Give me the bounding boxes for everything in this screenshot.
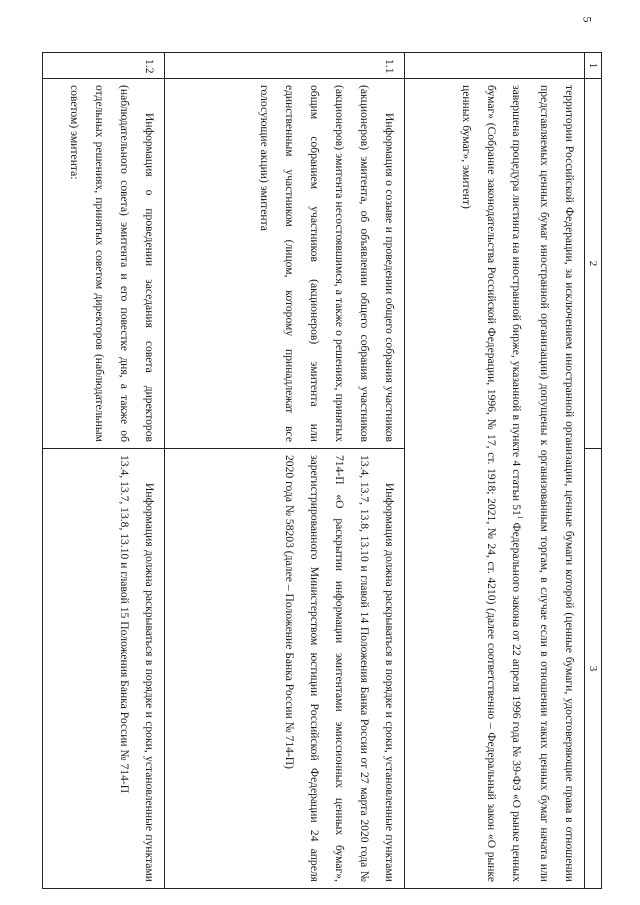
rotated-table-wrapper	[54, 52, 602, 888]
row-number: 1.2	[43, 53, 165, 79]
row-disclosure-text: Информация должна раскрываться в порядке и сроки, установленные пунктами 13.4, 13.7, 13.8, 13.10 и главой 14 Положения Банка России от 27 марта 2020 года № 714-П «О раскрытии информации эмитентами эмиссионных ценных бумаг», зарегистрированного Министерством юстиции Российской Федерации 24 апреля 2020 года № 58203 (далее – Положение Банка России № 714-П)	[165, 449, 405, 889]
page-number: 5	[580, 16, 595, 23]
table-row-continuation	[405, 53, 585, 889]
header-col-3: 3	[585, 449, 602, 889]
continuation-text-part1: территории Российской Федерации, за исключением иностранной организации, ценные бумаги которой (ценные бумаги, удостоверяющие права в отношении представляемых ценных бумаг иностранной организации) допущены к организованным торгам, в случае если в отношении таких ценных бумаг начата или завершена процедура листинга на иностранной бирже, указанной в пункте 4 статьи 51	[510, 85, 576, 882]
continuation-superscript: 1	[516, 515, 524, 520]
rotated-table-content	[54, 52, 602, 888]
row-event-text: Информация о созыве и проведении общего собрания участников (акционеров) эмитента, об объявлении общего собрания участников (акционеров) эмитента несостоявшимся, а также о решениях, принятых общим собранием участников (акционеров) эмитента или единственным участником (лицом, которому принадлежат все голосующие акции) эмитента	[165, 79, 405, 449]
row-event-text: Информация о проведении заседания совета директоров (наблюдательного совета) эмитента и его повестке дня, а также об отдельных решениях, принятых советом директоров (наблюдательным советом) эмитента:	[43, 79, 165, 449]
row-disclosure-text: Информация должна раскрываться в порядке и сроки, установленные пунктами 13.4, 13.7, 13.8, 13.10 и главой 15 Положения Банка России № 714-П	[43, 449, 165, 889]
header-col-2: 2	[585, 79, 602, 449]
continuation-text-part2: Федерального закона от 22 апреля 1996 года № 39-ФЗ «О рынке ценных бумаг» (Собрание законодательства Российской Федерации, 1996, № 17, ст. 1918; 2021, № 24, ст. 4210) (далее соответственно – Федеральный закон «О рынке ценных бумаг», эмитент)	[460, 85, 523, 882]
table-row	[43, 53, 165, 889]
table-header-row	[585, 53, 602, 889]
continuation-num-cell	[405, 53, 585, 79]
disclosure-table	[42, 52, 602, 889]
continuation-text	[405, 79, 585, 889]
row-number: 1.1	[165, 53, 405, 79]
header-col-1: 1	[585, 53, 602, 79]
table-row	[165, 53, 405, 889]
